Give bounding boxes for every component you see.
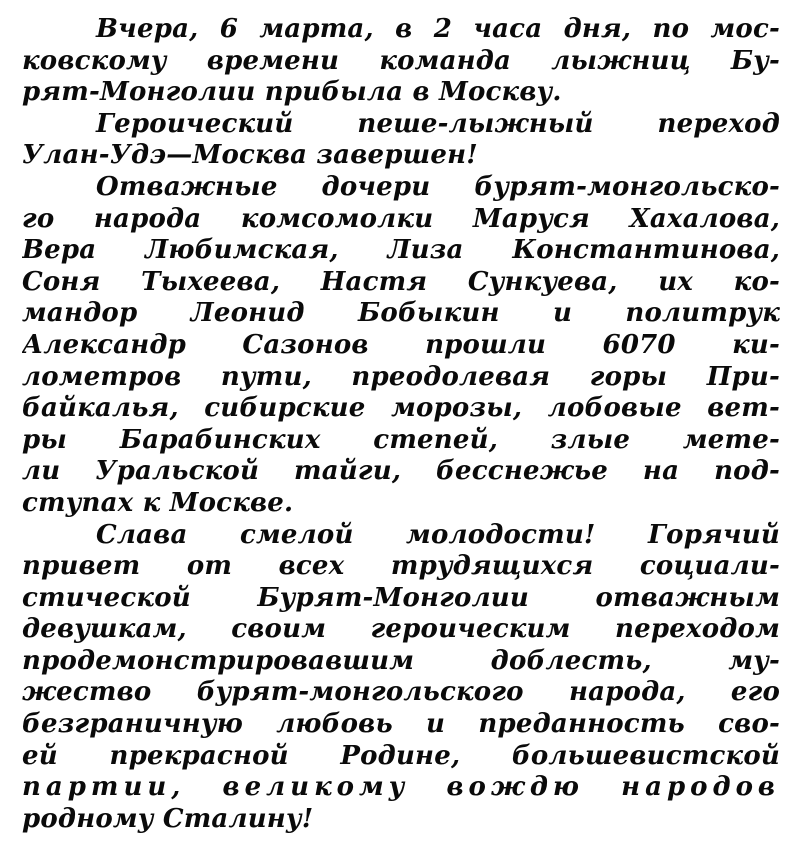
text-line: мандор Леонид Бобыкин и политрук — [22, 298, 780, 329]
article-text — [22, 14, 780, 835]
text-line: ры Барабинских степей, злые мете- — [22, 424, 780, 455]
text-line: жество бурят-монгольского народа, его — [22, 677, 780, 708]
text-line: Александр Сазонов прошли 6070 ки- — [22, 329, 780, 360]
text-line: ступах к Москве. — [22, 487, 294, 518]
text-line: Вера Любимская, Лиза Константинова, — [22, 235, 780, 266]
text-line: безграничную любовь и преданность сво- — [22, 709, 780, 740]
text-line: продемонстрировавшим доблесть, му- — [22, 645, 780, 676]
text-line: ли Уральской тайги, бесснежье на под- — [22, 456, 780, 487]
text-line: ей прекрасной Родине, большевистской — [22, 740, 780, 771]
text-line: девушкам, своим героическим переходом — [22, 614, 780, 645]
text-line: Улан-Удэ—Москва завершен! — [22, 140, 478, 171]
text-line: ковскому времени команда лыжниц Бу- — [22, 45, 780, 76]
text-line: байкалья, сибирские морозы, лобовые вет- — [22, 393, 780, 424]
text-line: стической Бурят-Монголии отважным — [22, 582, 780, 613]
text-line: лометров пути, преодолевая горы При- — [22, 361, 780, 392]
text-line: Героический пеше-лыжный переход — [96, 108, 780, 139]
text-line: родному Сталину! — [22, 803, 314, 834]
text-line: Слава смелой молодости! Горячий — [96, 519, 780, 550]
text-line: партии, великому вождю народов — [22, 772, 780, 803]
text-line: привет от всех трудящихся социали- — [22, 551, 780, 582]
text-line: Соня Тыхеева, Настя Сункуева, их ко- — [22, 266, 780, 297]
text-line: Отважные дочери бурят-монгольско- — [96, 171, 780, 202]
text-line: Вчера, 6 марта, в 2 часа дня, по мос- — [96, 14, 780, 44]
text-line: го народа комсомолки Маруся Хахалова, — [22, 203, 780, 234]
text-line: рят-Монголии прибыла в Москву. — [22, 77, 562, 108]
